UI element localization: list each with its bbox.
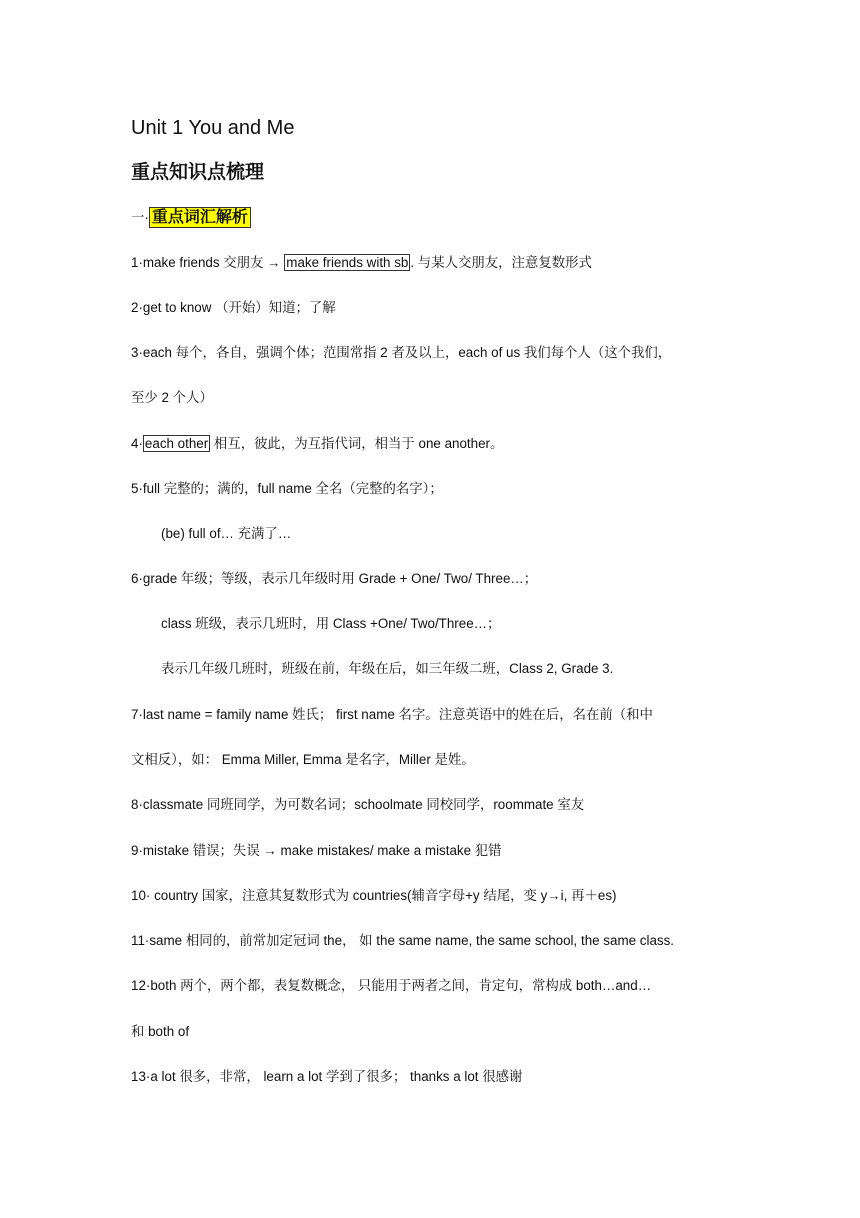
vocab-item-8: 8·classmate 同班同学，为可数名词；schoolmate 同校同学，roommate 室友 [131,797,585,812]
vocab-item-5: 5·full 完整的；满的，full name 全名（完整的名字）； [131,481,443,496]
vocab-item-3: 3·each 每个，各自，强调个体；范围常指 2 者及以上，each of us 我们每个人（这个我们， [131,345,672,360]
vocab-item-2: 2·get to know （开始）知道；了解 [131,300,336,315]
vocab-item-6-sub-1: class 班级，表示几班时，用 Class +One/ Two/Three…； [161,616,501,631]
boxed-phrase: make friends with sb [286,255,409,270]
highlighted-heading: 重点词汇解析 [149,207,251,228]
vocab-item-7: 7·last name = family name 姓氏； first name 名字。注意英语中的姓在后，名在前（和中 [131,707,653,722]
vocab-item-6-sub-2: 表示几年级几班时，班级在前，年级在后，如三年级二班，Class 2, Grade 3. [161,661,614,676]
vocab-item-5-sub: (be) full of… 充满了… [161,526,292,541]
vocab-item-11: 11·same 相同的，前常加定冠词 the， 如 the same name, the same school, the same class. [131,933,674,948]
item-text: 4· [131,436,143,451]
vocab-item-12-cont: 和 both of [131,1024,190,1039]
vocab-item-6: 6·grade 年级；等级，表示几年级时用 Grade + One/ Two/ Three…； [131,571,538,586]
item-text: 1·make friends 交朋友 → [131,255,285,270]
vocab-item-3-cont: 至少 2 个人） [131,390,213,405]
vocab-item-7-cont: 文相反），如： Emma Miller, Emma 是名字，Miller 是姓。 [131,752,475,767]
unit-title: Unit 1 You and Me [131,117,295,139]
vocab-item-1 [131,253,592,273]
section-subtitle: 重点知识点梳理 [131,162,265,183]
section-heading-row [131,208,251,228]
vocab-item-10: 10· country 国家，注意其复数形式为 countries(辅音字母+y 结尾，变 y→i, 再＋es) [131,888,617,903]
vocab-item-4 [131,434,503,454]
boxed-phrase: each other [144,436,209,451]
section-number: 一· [131,210,149,225]
item-text: 相互，彼此，为互指代词，相当于 one another。 [210,436,504,451]
vocab-item-12: 12·both 两个，两个都，表复数概念， 只能用于两者之间，肯定句，常构成 both…and… [131,978,652,993]
vocab-item-13: 13·a lot 很多，非常， learn a lot 学到了很多； thanks a lot 很感谢 [131,1069,523,1084]
item-text: . 与某人交朋友，注意复数形式 [410,255,592,270]
vocab-item-9: 9·mistake 错误；失误 → make mistakes/ make a mistake 犯错 [131,843,502,858]
